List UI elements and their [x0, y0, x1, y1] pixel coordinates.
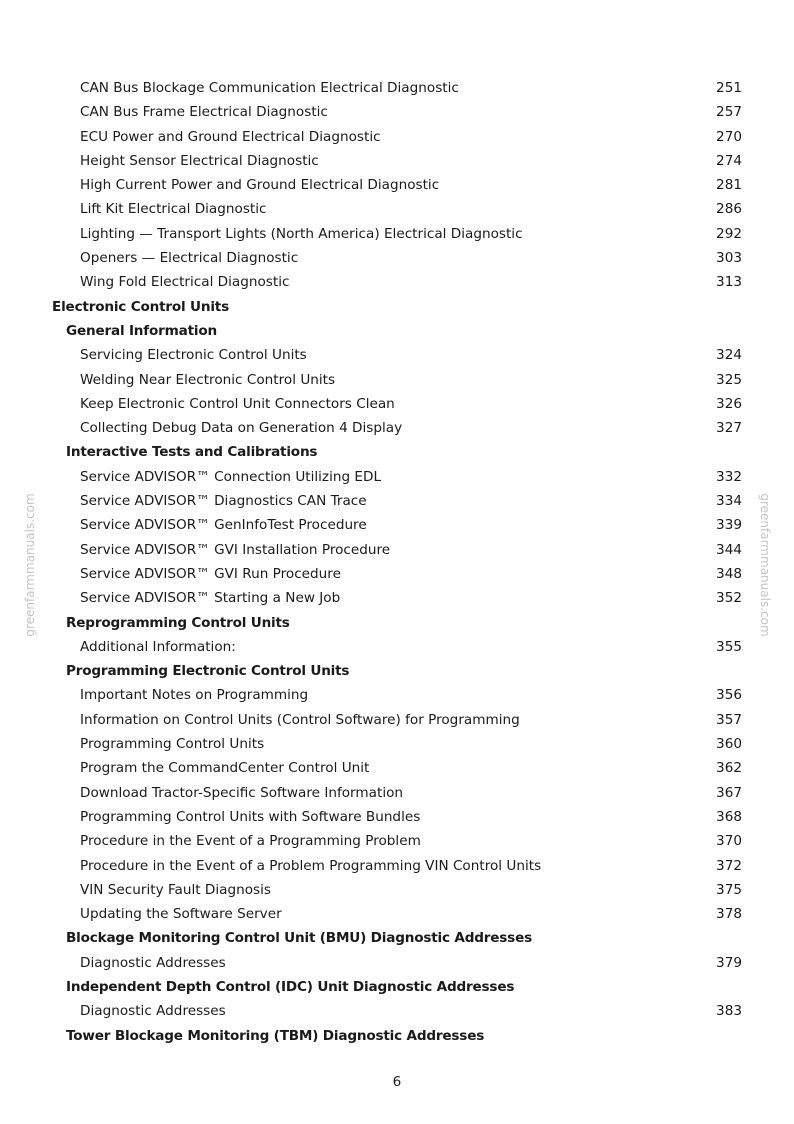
toc-entry-page: 348 — [716, 565, 742, 582]
toc-entry[interactable] — [0, 100, 794, 124]
toc-entry-page: 325 — [716, 371, 742, 388]
toc-entry-title: CAN Bus Frame Electrical Diagnostic — [80, 104, 328, 121]
toc-entry-title: VIN Security Fault Diagnosis — [80, 881, 271, 898]
toc-entry[interactable] — [0, 76, 794, 100]
toc-entry-page: 372 — [716, 857, 742, 874]
toc-entry-title: Programming Electronic Control Units — [66, 663, 350, 680]
toc-entry-title: Blockage Monitoring Control Unit (BMU) Diagnostic Addresses — [66, 930, 532, 947]
toc-entry[interactable] — [0, 173, 794, 197]
page-number: 6 — [392, 1074, 402, 1090]
toc-entry-title: Procedure in the Event of a Programming Problem — [80, 833, 421, 850]
toc-entry-page: 326 — [716, 395, 742, 412]
toc-entry-page: 313 — [716, 274, 742, 291]
toc-entry[interactable] — [0, 270, 794, 294]
toc-entry-title: Servicing Electronic Control Units — [80, 347, 307, 364]
toc-entry-page: 292 — [716, 225, 742, 242]
toc-entry-title: Welding Near Electronic Control Units — [80, 371, 336, 388]
toc-entry[interactable] — [0, 805, 794, 829]
toc-entry-page: 383 — [716, 1003, 742, 1020]
toc-entry-title: Programming Control Units with Software Bundles — [80, 808, 421, 825]
toc-entry[interactable] — [0, 343, 794, 367]
toc-entry-page: 379 — [716, 954, 742, 971]
toc-entry-title: Important Notes on Programming — [80, 687, 309, 704]
toc-entry-page: 344 — [716, 541, 742, 558]
toc-entry-title: Service ADVISOR™ GVI Run Procedure — [80, 565, 341, 582]
toc-entry[interactable] — [0, 878, 794, 902]
toc-entry-title: Lighting — Transport Lights (North America) Electrical Diagnostic — [80, 225, 523, 242]
toc-entry-page: 324 — [716, 347, 742, 364]
toc-entry-title: Procedure in the Event of a Problem Programming VIN Control Units — [80, 857, 542, 874]
toc-entry-page: 332 — [716, 468, 742, 485]
toc-entry-title: Service ADVISOR™ Connection Utilizing EDL — [80, 468, 382, 485]
toc-entry-title: Diagnostic Addresses — [80, 1003, 226, 1020]
toc-entry-title: Service ADVISOR™ GenInfoTest Procedure — [80, 517, 367, 534]
toc-entry[interactable] — [0, 781, 794, 805]
toc-heading — [0, 659, 794, 683]
toc-entry-title: Download Tractor-Specific Software Information — [80, 784, 404, 801]
toc-entry-title: Keep Electronic Control Unit Connectors Clean — [80, 395, 395, 412]
table-of-contents — [0, 76, 794, 1048]
toc-entry-page: 375 — [716, 881, 742, 898]
toc-entry[interactable] — [0, 854, 794, 878]
toc-entry-page: 334 — [716, 493, 742, 510]
toc-entry[interactable] — [0, 635, 794, 659]
toc-entry-title: CAN Bus Blockage Communication Electrical Diagnostic — [80, 80, 459, 96]
toc-entry[interactable] — [0, 902, 794, 926]
toc-entry[interactable] — [0, 586, 794, 610]
toc-entry-title: Lift Kit Electrical Diagnostic — [80, 201, 267, 218]
toc-entry-title: ECU Power and Ground Electrical Diagnostic — [80, 128, 381, 145]
toc-entry[interactable] — [0, 683, 794, 707]
toc-entry-title: Service ADVISOR™ GVI Installation Procedure — [80, 541, 391, 558]
toc-entry[interactable] — [0, 756, 794, 780]
toc-heading — [0, 295, 794, 319]
toc-heading — [0, 975, 794, 999]
toc-entry-title: Program the CommandCenter Control Unit — [80, 760, 370, 777]
toc-entry[interactable] — [0, 538, 794, 562]
toc-entry-page: 270 — [716, 128, 742, 145]
toc-entry-page: 355 — [716, 638, 742, 655]
toc-entry-page: 360 — [716, 736, 742, 753]
toc-entry-title: High Current Power and Ground Electrical Diagnostic — [80, 177, 440, 194]
toc-entry-title: General Information — [66, 322, 217, 339]
toc-entry[interactable] — [0, 125, 794, 149]
toc-entry[interactable] — [0, 708, 794, 732]
toc-entry[interactable] — [0, 222, 794, 246]
toc-entry-page: 274 — [716, 152, 742, 169]
toc-heading — [0, 440, 794, 464]
watermark-left: greenfarmmanuals.com — [23, 493, 37, 637]
toc-entry-page: 257 — [716, 104, 742, 121]
toc-entry-page: 281 — [716, 177, 742, 194]
toc-entry-page: 378 — [716, 906, 742, 923]
toc-entry[interactable] — [0, 368, 794, 392]
toc-entry[interactable] — [0, 197, 794, 221]
toc-entry[interactable] — [0, 513, 794, 537]
toc-entry-title: Service ADVISOR™ Diagnostics CAN Trace — [80, 493, 367, 510]
toc-entry-title: Electronic Control Units — [52, 298, 229, 315]
toc-entry[interactable] — [0, 999, 794, 1023]
toc-entry-page: 339 — [716, 517, 742, 534]
toc-entry-page: 357 — [716, 711, 742, 728]
toc-entry[interactable] — [0, 951, 794, 975]
toc-heading — [0, 926, 794, 950]
toc-entry-page: 362 — [716, 760, 742, 777]
toc-entry-title: Interactive Tests and Calibrations — [66, 444, 318, 461]
toc-entry-title: Openers — Electrical Diagnostic — [80, 250, 299, 267]
toc-entry-page: 367 — [716, 784, 742, 801]
toc-entry-page: 368 — [716, 808, 742, 825]
toc-heading — [0, 1024, 794, 1048]
toc-heading — [0, 319, 794, 343]
toc-entry-title: Reprogramming Control Units — [66, 614, 290, 631]
toc-entry-page: 251 — [716, 80, 742, 96]
toc-entry-title: Wing Fold Electrical Diagnostic — [80, 274, 290, 291]
toc-entry[interactable] — [0, 465, 794, 489]
toc-entry-page: 370 — [716, 833, 742, 850]
watermark-right: greenfarmmanuals.com — [758, 493, 772, 637]
toc-entry[interactable] — [0, 416, 794, 440]
toc-entry[interactable] — [0, 246, 794, 270]
toc-entry-page: 352 — [716, 590, 742, 607]
toc-entry[interactable] — [0, 732, 794, 756]
toc-entry-title: Diagnostic Addresses — [80, 954, 226, 971]
toc-entry-title: Programming Control Units — [80, 736, 265, 753]
toc-entry[interactable] — [0, 489, 794, 513]
toc-entry-title: Collecting Debug Data on Generation 4 Display — [80, 420, 403, 437]
toc-entry-title: Additional Information: — [80, 638, 236, 655]
toc-entry-title: Tower Blockage Monitoring (TBM) Diagnostic Addresses — [66, 1027, 485, 1044]
toc-entry-title: Information on Control Units (Control Software) for Programming — [80, 711, 520, 728]
toc-entry[interactable] — [0, 149, 794, 173]
toc-entry-page: 356 — [716, 687, 742, 704]
toc-entry-page: 286 — [716, 201, 742, 218]
toc-entry[interactable] — [0, 392, 794, 416]
toc-entry-title: Independent Depth Control (IDC) Unit Diagnostic Addresses — [66, 978, 515, 995]
toc-entry[interactable] — [0, 829, 794, 853]
toc-entry-title: Updating the Software Server — [80, 906, 282, 923]
toc-entry[interactable] — [0, 562, 794, 586]
toc-entry-page: 327 — [716, 420, 742, 437]
toc-entry-title: Service ADVISOR™ Starting a New Job — [80, 590, 341, 607]
toc-entry-page: 303 — [716, 250, 742, 267]
toc-heading — [0, 611, 794, 635]
toc-entry-title: Height Sensor Electrical Diagnostic — [80, 152, 319, 169]
